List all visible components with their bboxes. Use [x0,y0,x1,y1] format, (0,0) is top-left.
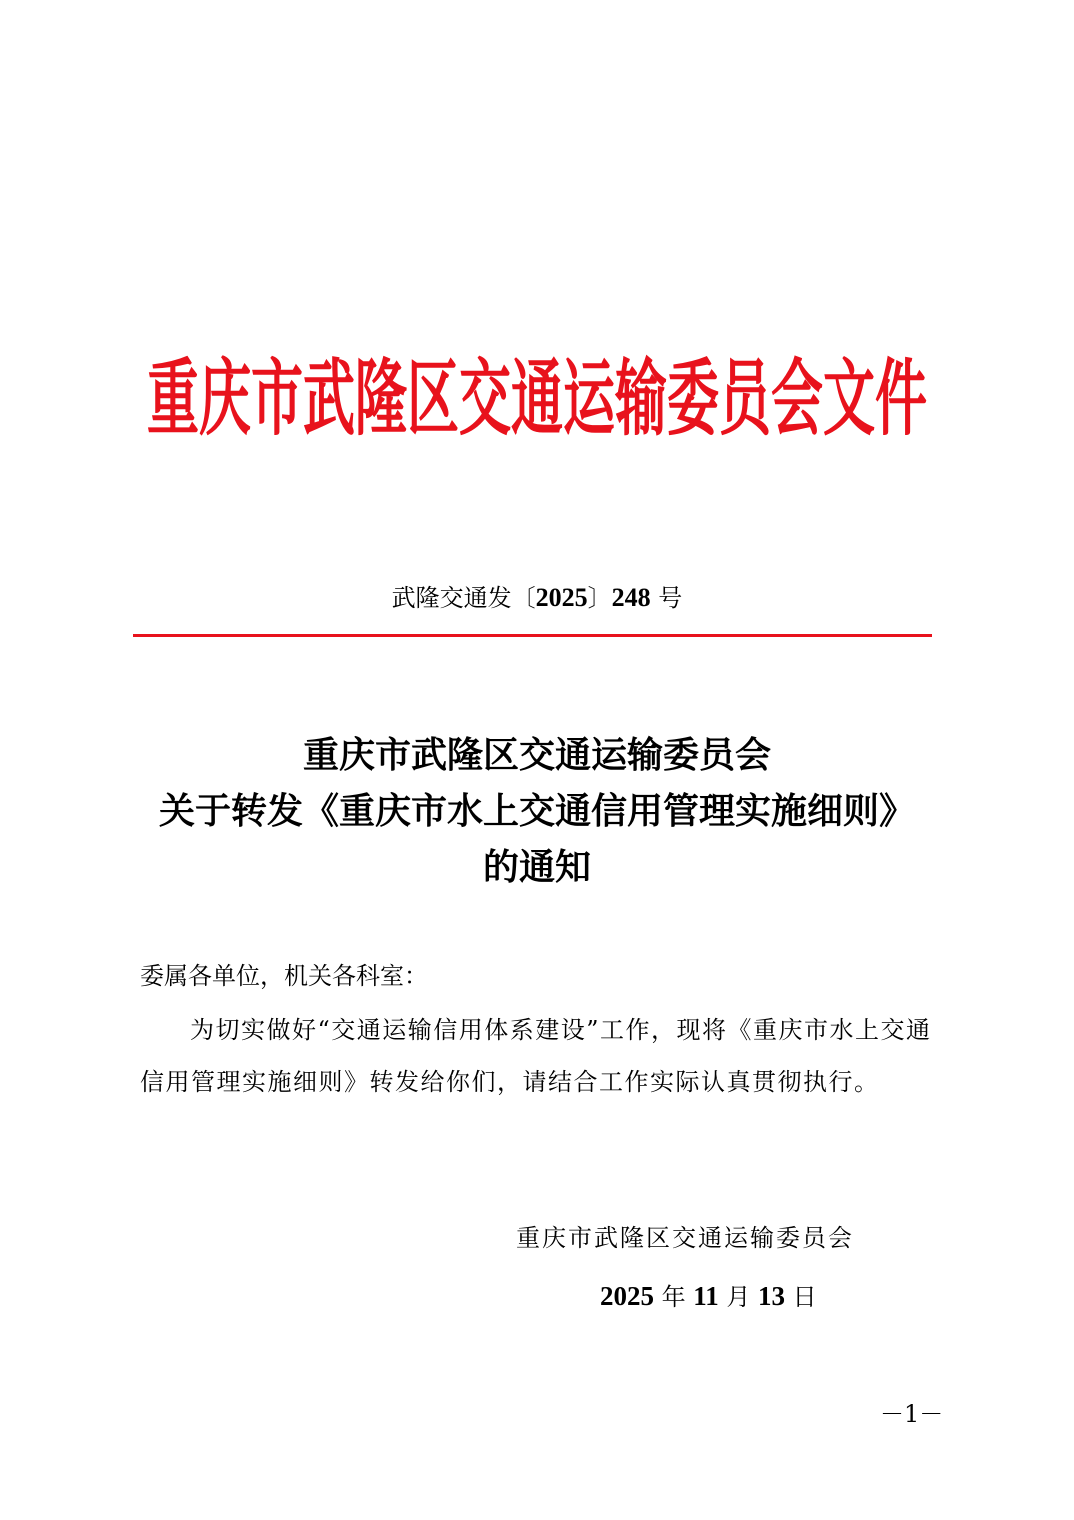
date-year: 2025 [600,1281,654,1311]
doc-number-year: 2025 [535,583,588,612]
body-paragraph [140,1004,940,1108]
doc-number-prefix: 武隆交通发〔 [391,584,536,612]
body-paragraph-text: 为切实做好“交通运输信用体系建设”工作，现将《重庆市水上交通信用管理实施细则》转发给你们，请结合工作实际认真贯彻执行。 [140,1016,932,1096]
signature-date [600,1276,817,1317]
salutation: 委属各单位，机关各科室： [140,962,428,990]
title-line-1: 重庆市武隆区交通运输委员会 [302,735,771,776]
doc-number-value: 248 [611,583,651,612]
masthead-title: 重庆市武隆区交通运输委员会文件 [146,352,927,448]
date-day-unit: 日 [785,1283,817,1311]
title-line-2: 关于转发《重庆市水上交通信用管理实施细则》 [158,791,915,832]
date-year-unit: 年 [654,1283,694,1311]
doc-number-mid: 〕 [587,584,612,612]
page-number: －1－ [880,1400,944,1428]
doc-number-suffix: 号 [650,584,683,612]
signature-organization: 重庆市武隆区交通运输委员会 [516,1224,854,1252]
document-number [0,580,1074,616]
date-month-unit: 月 [718,1283,759,1311]
red-separator-line [133,634,932,637]
document-title [0,728,1074,896]
title-line-3: 的通知 [482,847,591,888]
date-day: 13 [758,1281,786,1311]
date-month: 11 [693,1281,719,1311]
document-masthead [0,352,1074,448]
